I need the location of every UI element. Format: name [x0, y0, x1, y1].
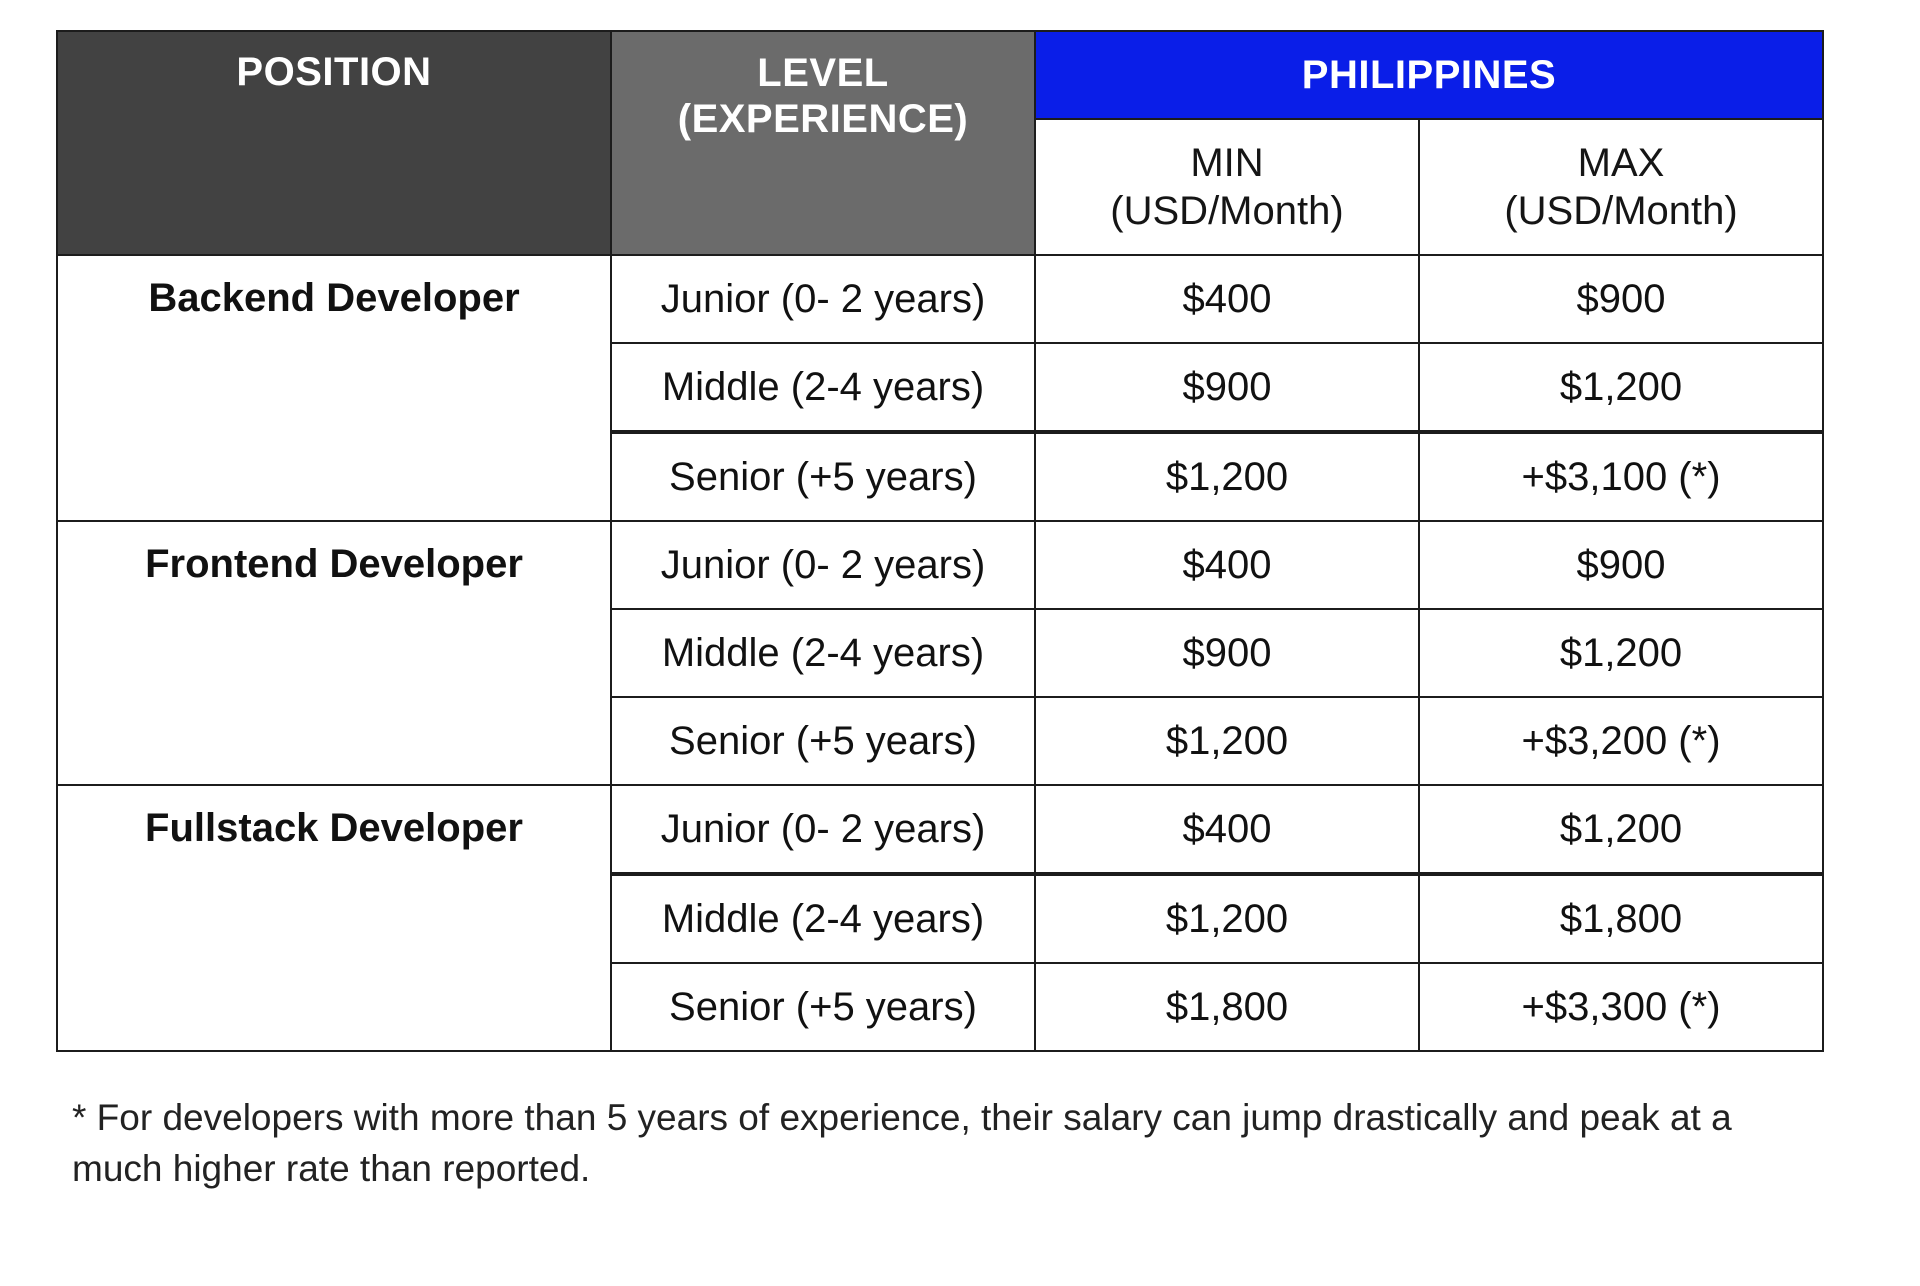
position-cell: Fullstack Developer: [57, 785, 611, 1051]
position-cell: Backend Developer: [57, 255, 611, 521]
position-cell: Frontend Developer: [57, 521, 611, 785]
salary-table: [56, 30, 1824, 1052]
min-cell: $1,200: [1035, 697, 1419, 785]
level-cell: Junior (0- 2 years): [611, 255, 1035, 343]
table-row: [57, 521, 1823, 609]
table-row: [57, 255, 1823, 343]
max-cell: $900: [1419, 521, 1823, 609]
level-cell: Junior (0- 2 years): [611, 521, 1035, 609]
max-cell: +$3,300 (*): [1419, 963, 1823, 1051]
salary-table-container: [56, 30, 1822, 1052]
level-header-line1: LEVEL: [757, 51, 889, 95]
max-cell: $1,200: [1419, 343, 1823, 432]
max-cell: +$3,100 (*): [1419, 432, 1823, 521]
min-cell: $1,800: [1035, 963, 1419, 1051]
position-column-header: POSITION: [57, 31, 611, 255]
max-header-line1: MAX: [1577, 141, 1665, 185]
footnote: * For developers with more than 5 years of experience, their salary can jump drastically and peak at a much higher rate than reported.: [72, 1097, 1732, 1189]
max-header-line2: (USD/Month): [1504, 189, 1738, 233]
min-cell: $1,200: [1035, 432, 1419, 521]
level-cell: Middle (2-4 years): [611, 609, 1035, 697]
level-cell: Middle (2-4 years): [611, 343, 1035, 432]
country-column-header: PHILIPPINES: [1035, 31, 1823, 119]
table-row: [57, 785, 1823, 874]
min-cell: $900: [1035, 609, 1419, 697]
level-cell: Senior (+5 years): [611, 697, 1035, 785]
level-header-line2: (EXPERIENCE): [677, 97, 969, 141]
min-cell: $1,200: [1035, 874, 1419, 963]
min-cell: $400: [1035, 785, 1419, 874]
min-cell: $900: [1035, 343, 1419, 432]
min-cell: $400: [1035, 521, 1419, 609]
level-column-header: [611, 31, 1035, 255]
min-cell: $400: [1035, 255, 1419, 343]
level-cell: Middle (2-4 years): [611, 874, 1035, 963]
max-cell: $1,200: [1419, 785, 1823, 874]
max-cell: +$3,200 (*): [1419, 697, 1823, 785]
min-header-line2: (USD/Month): [1110, 189, 1344, 233]
min-column-header: [1035, 119, 1419, 255]
max-cell: $1,200: [1419, 609, 1823, 697]
max-cell: $900: [1419, 255, 1823, 343]
max-cell: $1,800: [1419, 874, 1823, 963]
max-column-header: [1419, 119, 1823, 255]
level-cell: Senior (+5 years): [611, 432, 1035, 521]
level-cell: Junior (0- 2 years): [611, 785, 1035, 874]
min-header-line1: MIN: [1190, 141, 1264, 185]
level-cell: Senior (+5 years): [611, 963, 1035, 1051]
